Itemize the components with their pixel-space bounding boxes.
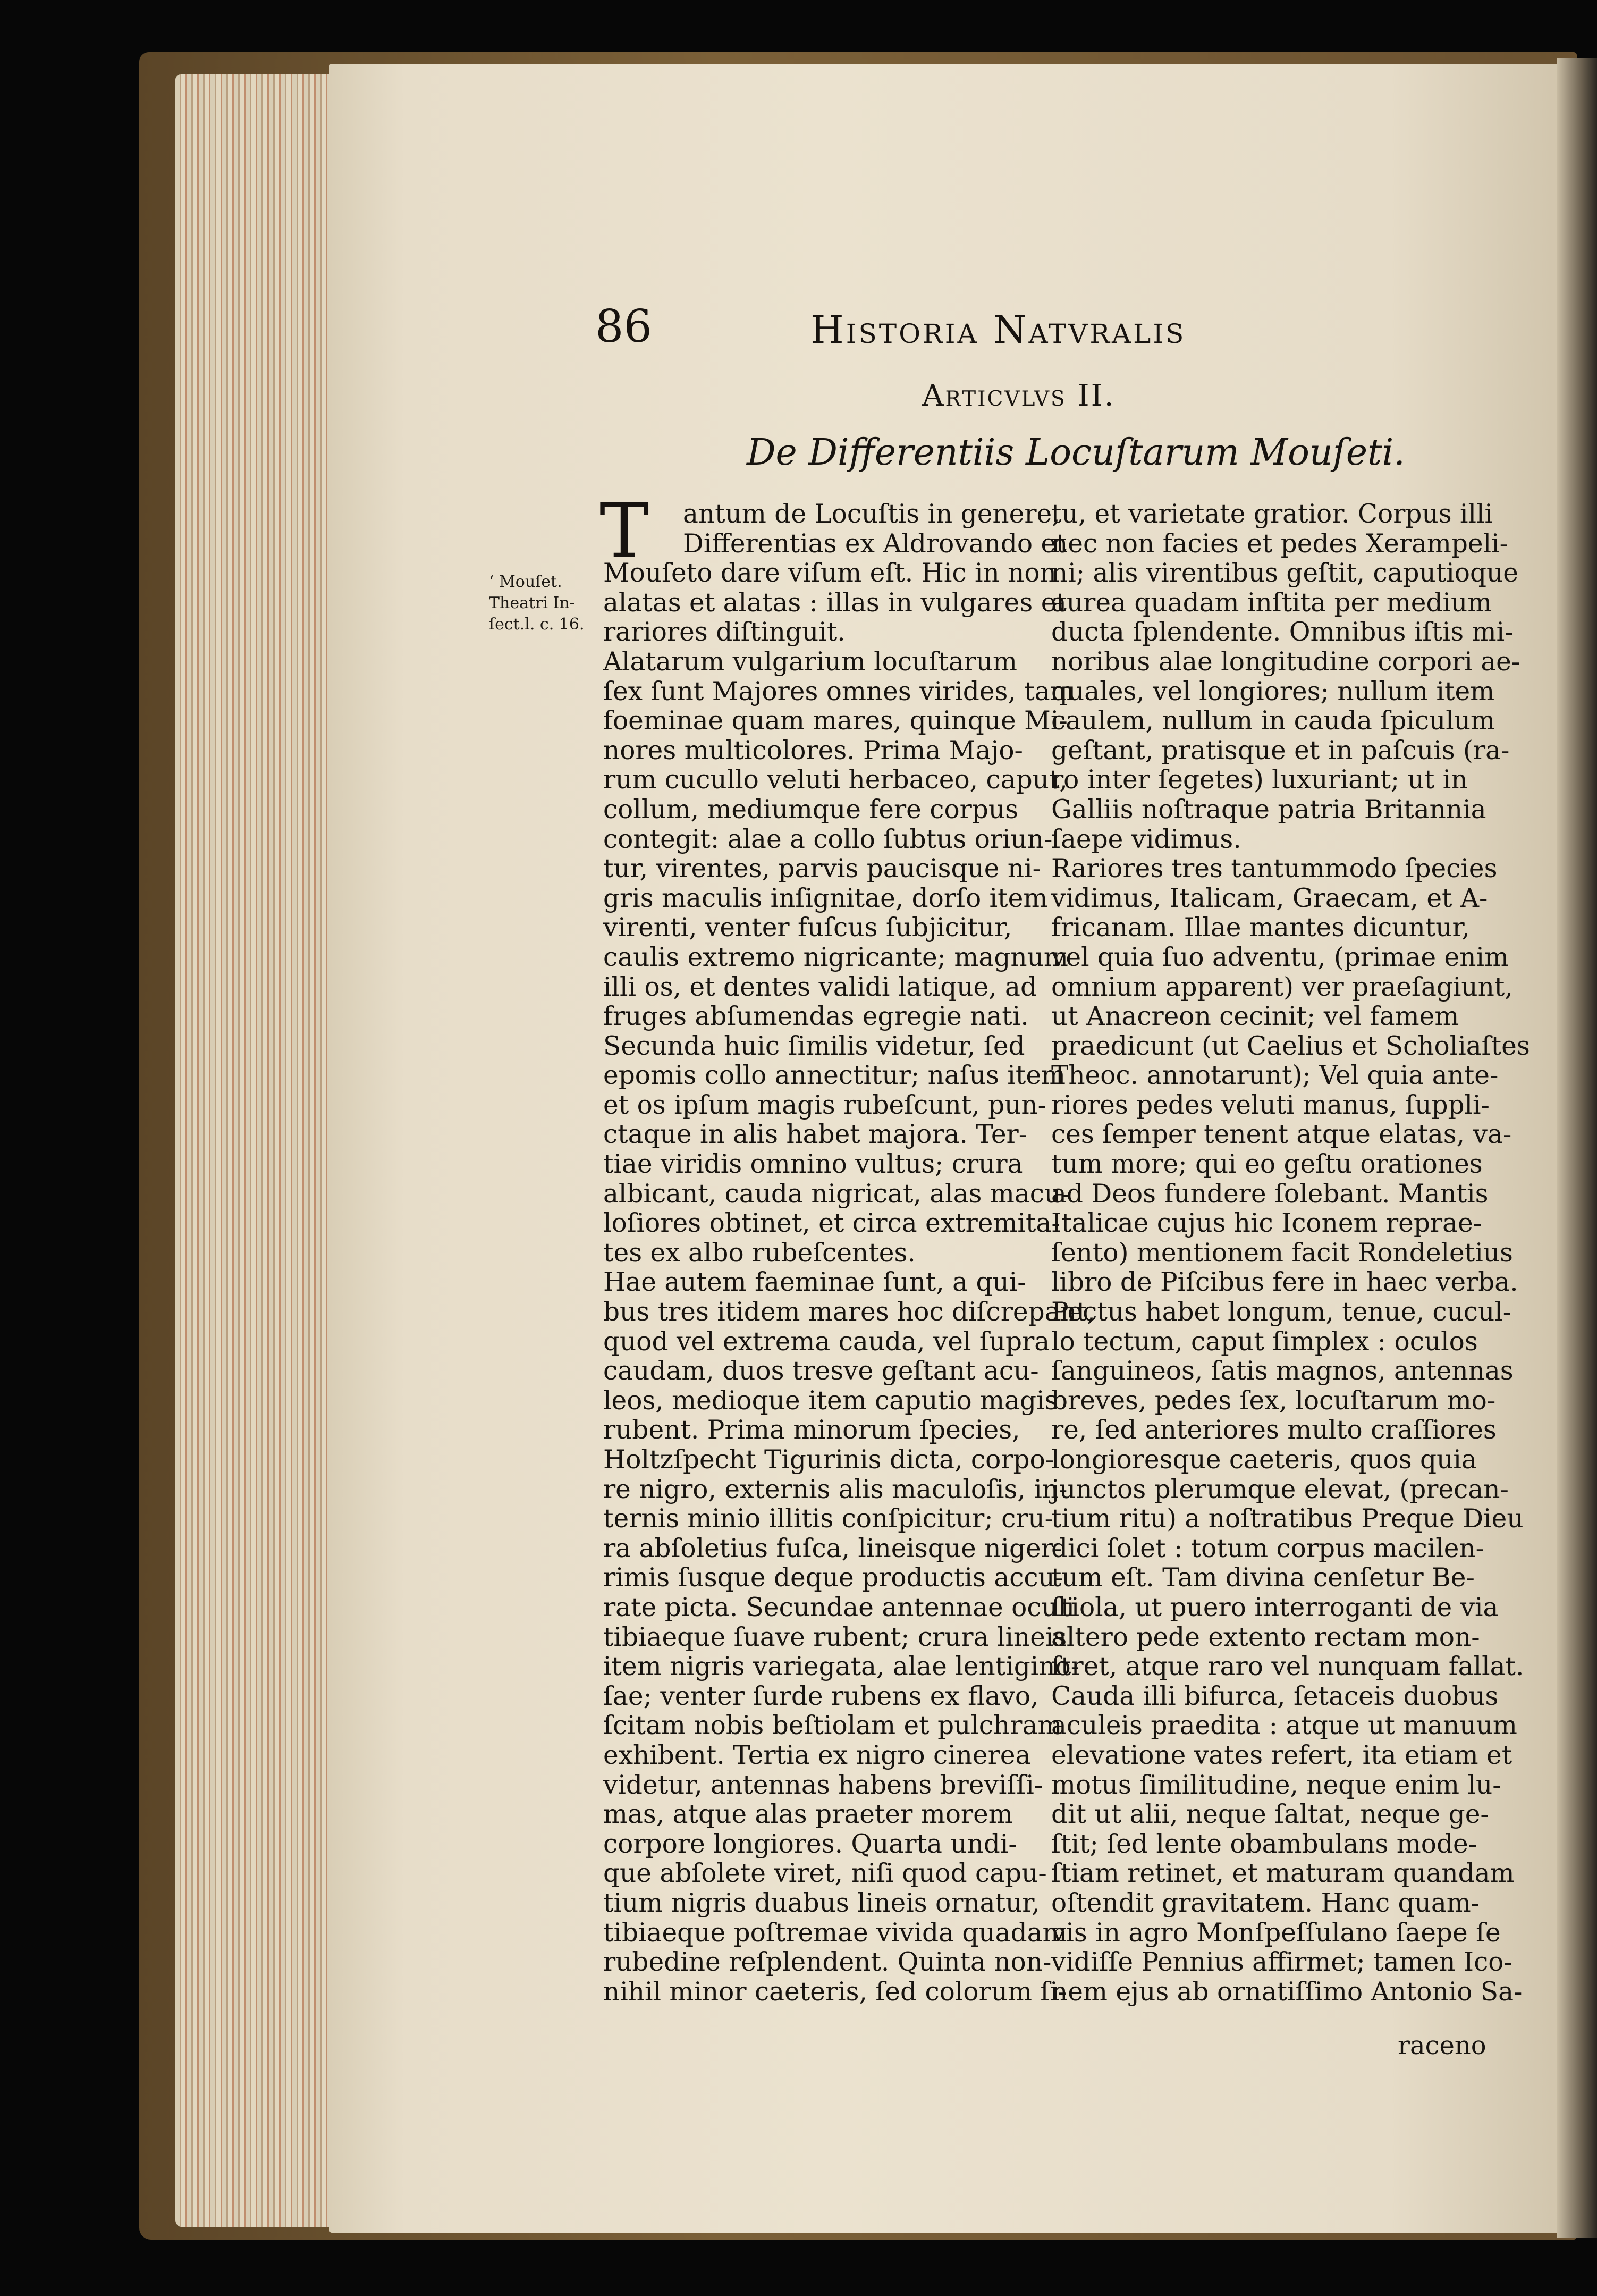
text-line: omnium apparent) ver praeſagiunt,: [1051, 972, 1513, 1002]
catchword: raceno: [1398, 2031, 1486, 2060]
text-line: ni; alis virentibus geſtit, caputioque: [1051, 558, 1518, 588]
text-line: virenti, venter fuſcus ſubjicitur,: [603, 913, 1012, 943]
article-title: De Differentiis Locuſtarum Mouſeti.: [747, 432, 1405, 474]
text-line: rimis ſusque deque productis accu-: [603, 1563, 1064, 1593]
text-line: longioresque caeteris, quos quia: [1051, 1445, 1477, 1475]
text-line: alatas et alatas : illas in vulgares et: [603, 587, 1067, 618]
text-line: ſaepe vidimus.: [1051, 824, 1241, 854]
text-line: vidiſſe Pennius affirmet; tamen Ico-: [1051, 1947, 1512, 1978]
text-line: Rariores tres tantummodo ſpecies: [1051, 854, 1498, 884]
text-line: re, ſed anteriores multo craſſiores: [1051, 1415, 1497, 1445]
text-line: Cauda illi bifurca, ſetaceis duobus: [1051, 1681, 1499, 1711]
text-line: bus tres itidem mares hoc diſcrepant,: [603, 1297, 1095, 1327]
text-line: re nigro, externis alis maculoſis, in-: [603, 1474, 1068, 1504]
text-line: Alatarum vulgarium locuſtarum: [603, 646, 1018, 677]
text-line: aurea quadam inſtita per medium: [1051, 587, 1492, 618]
text-line: Theoc. annotarunt); Vel quia ante-: [1051, 1061, 1499, 1091]
text-line: epomis collo annectitur; naſus item: [603, 1061, 1066, 1091]
text-line: quod vel extrema cauda, vel ſupra: [603, 1326, 1050, 1357]
text-line: Pectus habet longum, tenue, cucul-: [1051, 1297, 1512, 1327]
text-line: vis in agro Monſpeſſulano ſaepe ſe: [1051, 1917, 1501, 1948]
text-line: dit ut alii, neque ſaltat, neque ge-: [1051, 1799, 1489, 1830]
text-line: quales, vel longiores; nullum item: [1051, 676, 1495, 707]
text-line: rum cucullo veluti herbaceo, caput,: [603, 765, 1068, 795]
text-line: tium ritu) a noſtratibus Preque Dieu: [1051, 1504, 1524, 1534]
text-line: collum, mediumque fere corpus: [603, 794, 1018, 825]
text-line: tu, et varietate gratior. Corpus illi: [1051, 499, 1493, 529]
margin-note-line: Theatri In-: [489, 594, 575, 612]
text-line: ſtiam retinet, et maturam quandam: [1051, 1858, 1515, 1889]
margin-note: [489, 571, 603, 635]
text-line: lo tectum, caput ſimplex : oculos: [1051, 1326, 1478, 1357]
text-line: Galliis noſtraque patria Britannia: [1051, 794, 1486, 825]
text-line: noribus alae longitudine corpori ae-: [1051, 646, 1520, 677]
text-line: nec non facies et pedes Xerampeli-: [1051, 528, 1509, 559]
text-line: rubedine reſplendent. Quinta non-: [603, 1947, 1052, 1978]
text-line: junctos plerumque elevat, (precan-: [1051, 1474, 1509, 1504]
text-line: caulem, nullum in cauda ſpiculum: [1051, 706, 1495, 736]
text-line: que abſolete viret, niſi quod capu-: [603, 1858, 1047, 1889]
page-number: 86: [595, 300, 652, 352]
text-line: dici ſolet : totum corpus macilen-: [1051, 1533, 1485, 1563]
text-line: Secunda huic ſimilis videtur, ſed: [603, 1031, 1025, 1061]
text-line: tum eſt. Tam divina cenſetur Be-: [1051, 1563, 1475, 1593]
text-line: elevatione vates refert, ita etiam et: [1051, 1740, 1512, 1770]
text-line: vidimus, Italicam, Graecam, et A-: [1051, 883, 1488, 913]
text-line: tibiaeque ſuave rubent; crura lineis: [603, 1622, 1067, 1652]
text-line: ternis minio illitis conſpicitur; cru-: [603, 1504, 1054, 1534]
text-line: caulis extremo nigricante; magnum: [603, 942, 1068, 972]
text-line: mas, atque alas praeter morem: [603, 1799, 1013, 1830]
text-line: riores pedes veluti manus, ſuppli-: [1051, 1090, 1490, 1120]
text-line: tibiaeque poſtremae vivida quadam: [603, 1917, 1067, 1948]
text-line: vel quia ſuo adventu, (primae enim: [1051, 942, 1509, 972]
text-line: ſanguineos, ſatis magnos, antennas: [1051, 1356, 1514, 1386]
text-line: oſtendit gravitatem. Hanc quam-: [1051, 1888, 1480, 1918]
text-line: nihil minor caeteris, ſed colorum ſi-: [603, 1977, 1067, 2007]
text-line: caudam, duos tresve geſtant acu-: [603, 1356, 1039, 1386]
text-line: tum more; qui eo geſtu orationes: [1051, 1149, 1483, 1180]
text-line: fricanam. Illae mantes dicuntur,: [1051, 913, 1470, 943]
text-line: ſtiola, ut puero interroganti de via: [1051, 1592, 1499, 1622]
text-line: rate picta. Secundae antennae oculi: [603, 1592, 1075, 1622]
text-line: exhibent. Tertia ex nigro cinerea: [603, 1740, 1031, 1770]
running-title: Historia Natvralis: [810, 307, 1186, 352]
text-line: nores multicolores. Prima Majo-: [603, 735, 1023, 766]
text-line: loſiores obtinet, et circa extremita-: [603, 1208, 1060, 1239]
text-line: fruges abſumendas egregie nati.: [603, 1002, 1029, 1032]
text-line: ſex ſunt Majores omnes virides, tam: [603, 676, 1075, 707]
text-line: tiae viridis omnino vultus; crura: [603, 1149, 1023, 1180]
text-line: contegit: alae a collo ſubtus oriun-: [603, 824, 1053, 854]
left-text-column: [603, 499, 1095, 2007]
text-line: Differentias ex Aldrovando et: [683, 528, 1067, 559]
text-line: motus ſimilitudine, neque enim lu-: [1051, 1770, 1501, 1800]
text-line: altero pede extento rectam mon-: [1051, 1622, 1480, 1652]
text-line: illi os, et dentes validi latique, ad: [603, 972, 1037, 1002]
text-line: rariores diſtinguit.: [603, 617, 846, 647]
right-text-column: [1051, 499, 1530, 2007]
text-line: aculeis praedita : atque ut manuum: [1051, 1711, 1517, 1741]
article-label: Articvlvs II.: [922, 379, 1116, 413]
margin-note-line: ‘ Mouſet.: [489, 573, 562, 591]
text-line: ad Deos fundere ſolebant. Mantis: [1051, 1179, 1489, 1209]
text-line: Mouſeto dare viſum eſt. Hic in non: [603, 558, 1057, 588]
text-line: ducta ſplendente. Omnibus iſtis mi-: [1051, 617, 1514, 647]
text-line: Hae autem faeminae ſunt, a qui-: [603, 1267, 1026, 1298]
text-line: ſae; venter ſurde rubens ex flavo,: [603, 1681, 1039, 1711]
text-line: ſcitam nobis beſtiolam et pulchram: [603, 1711, 1062, 1741]
text-line: albicant, cauda nigricat, alas macu-: [603, 1179, 1070, 1209]
text-line: geſtant, pratisque et in paſcuis (ra-: [1051, 735, 1510, 766]
text-line: tes ex albo rubeſcentes.: [603, 1238, 916, 1268]
text-line: Italicae cujus hic Iconem reprae-: [1051, 1208, 1482, 1239]
text-line: praedicunt (ut Caelius et Scholiaſtes: [1051, 1031, 1530, 1061]
margin-note-line: ſect.l. c. 16.: [489, 615, 585, 634]
text-line: ut Anacreon cecinit; vel famem: [1051, 1002, 1459, 1032]
drop-cap: T: [599, 488, 649, 575]
text-line: item nigris variegata, alae lentigino-: [603, 1652, 1080, 1682]
text-line: nem ejus ab ornatiſſimo Antonio Sa-: [1051, 1977, 1523, 2007]
text-line: gris maculis inſignitae, dorſo item: [603, 883, 1048, 913]
text-line: ſento) mentionem facit Rondeletius: [1051, 1238, 1513, 1268]
text-line: rubent. Prima minorum ſpecies,: [603, 1415, 1020, 1445]
text-line: corpore longiores. Quarta undi-: [603, 1829, 1017, 1859]
text-line: ctaque in alis habet majora. Ter-: [603, 1120, 1028, 1150]
text-line: leos, medioque item caputio magis: [603, 1385, 1058, 1416]
text-line: videtur, antennas habens breviſſi-: [603, 1770, 1043, 1800]
text-line: Holtzſpecht Tigurinis dicta, corpo-: [603, 1445, 1054, 1475]
text-line: antum de Locuſtis in genere,: [683, 499, 1060, 529]
text-line: tur, virentes, parvis paucisque ni-: [603, 854, 1042, 884]
text-line: ſtit; ſed lente obambulans mode-: [1051, 1829, 1477, 1859]
text-line: tium nigris duabus lineis ornatur,: [603, 1888, 1040, 1918]
text-line: breves, pedes ſex, locuſtarum mo-: [1051, 1385, 1496, 1416]
text-line: ra abſoletius fuſca, lineisque niger-: [603, 1533, 1062, 1563]
text-line: foeminae quam mares, quinque Mi-: [603, 706, 1068, 736]
gutter-shadow: [1557, 58, 1597, 2238]
text-line: ſtret, atque raro vel nunquam fallat.: [1051, 1652, 1524, 1682]
text-line: et os ipſum magis rubeſcunt, pun-: [603, 1090, 1047, 1120]
text-line: libro de Piſcibus fere in haec verba.: [1051, 1267, 1518, 1298]
text-line: ces ſemper tenent atque elatas, va-: [1051, 1120, 1512, 1150]
page-edges: [175, 74, 335, 2227]
text-line: ro inter ſegetes) luxuriant; ut in: [1051, 765, 1468, 795]
